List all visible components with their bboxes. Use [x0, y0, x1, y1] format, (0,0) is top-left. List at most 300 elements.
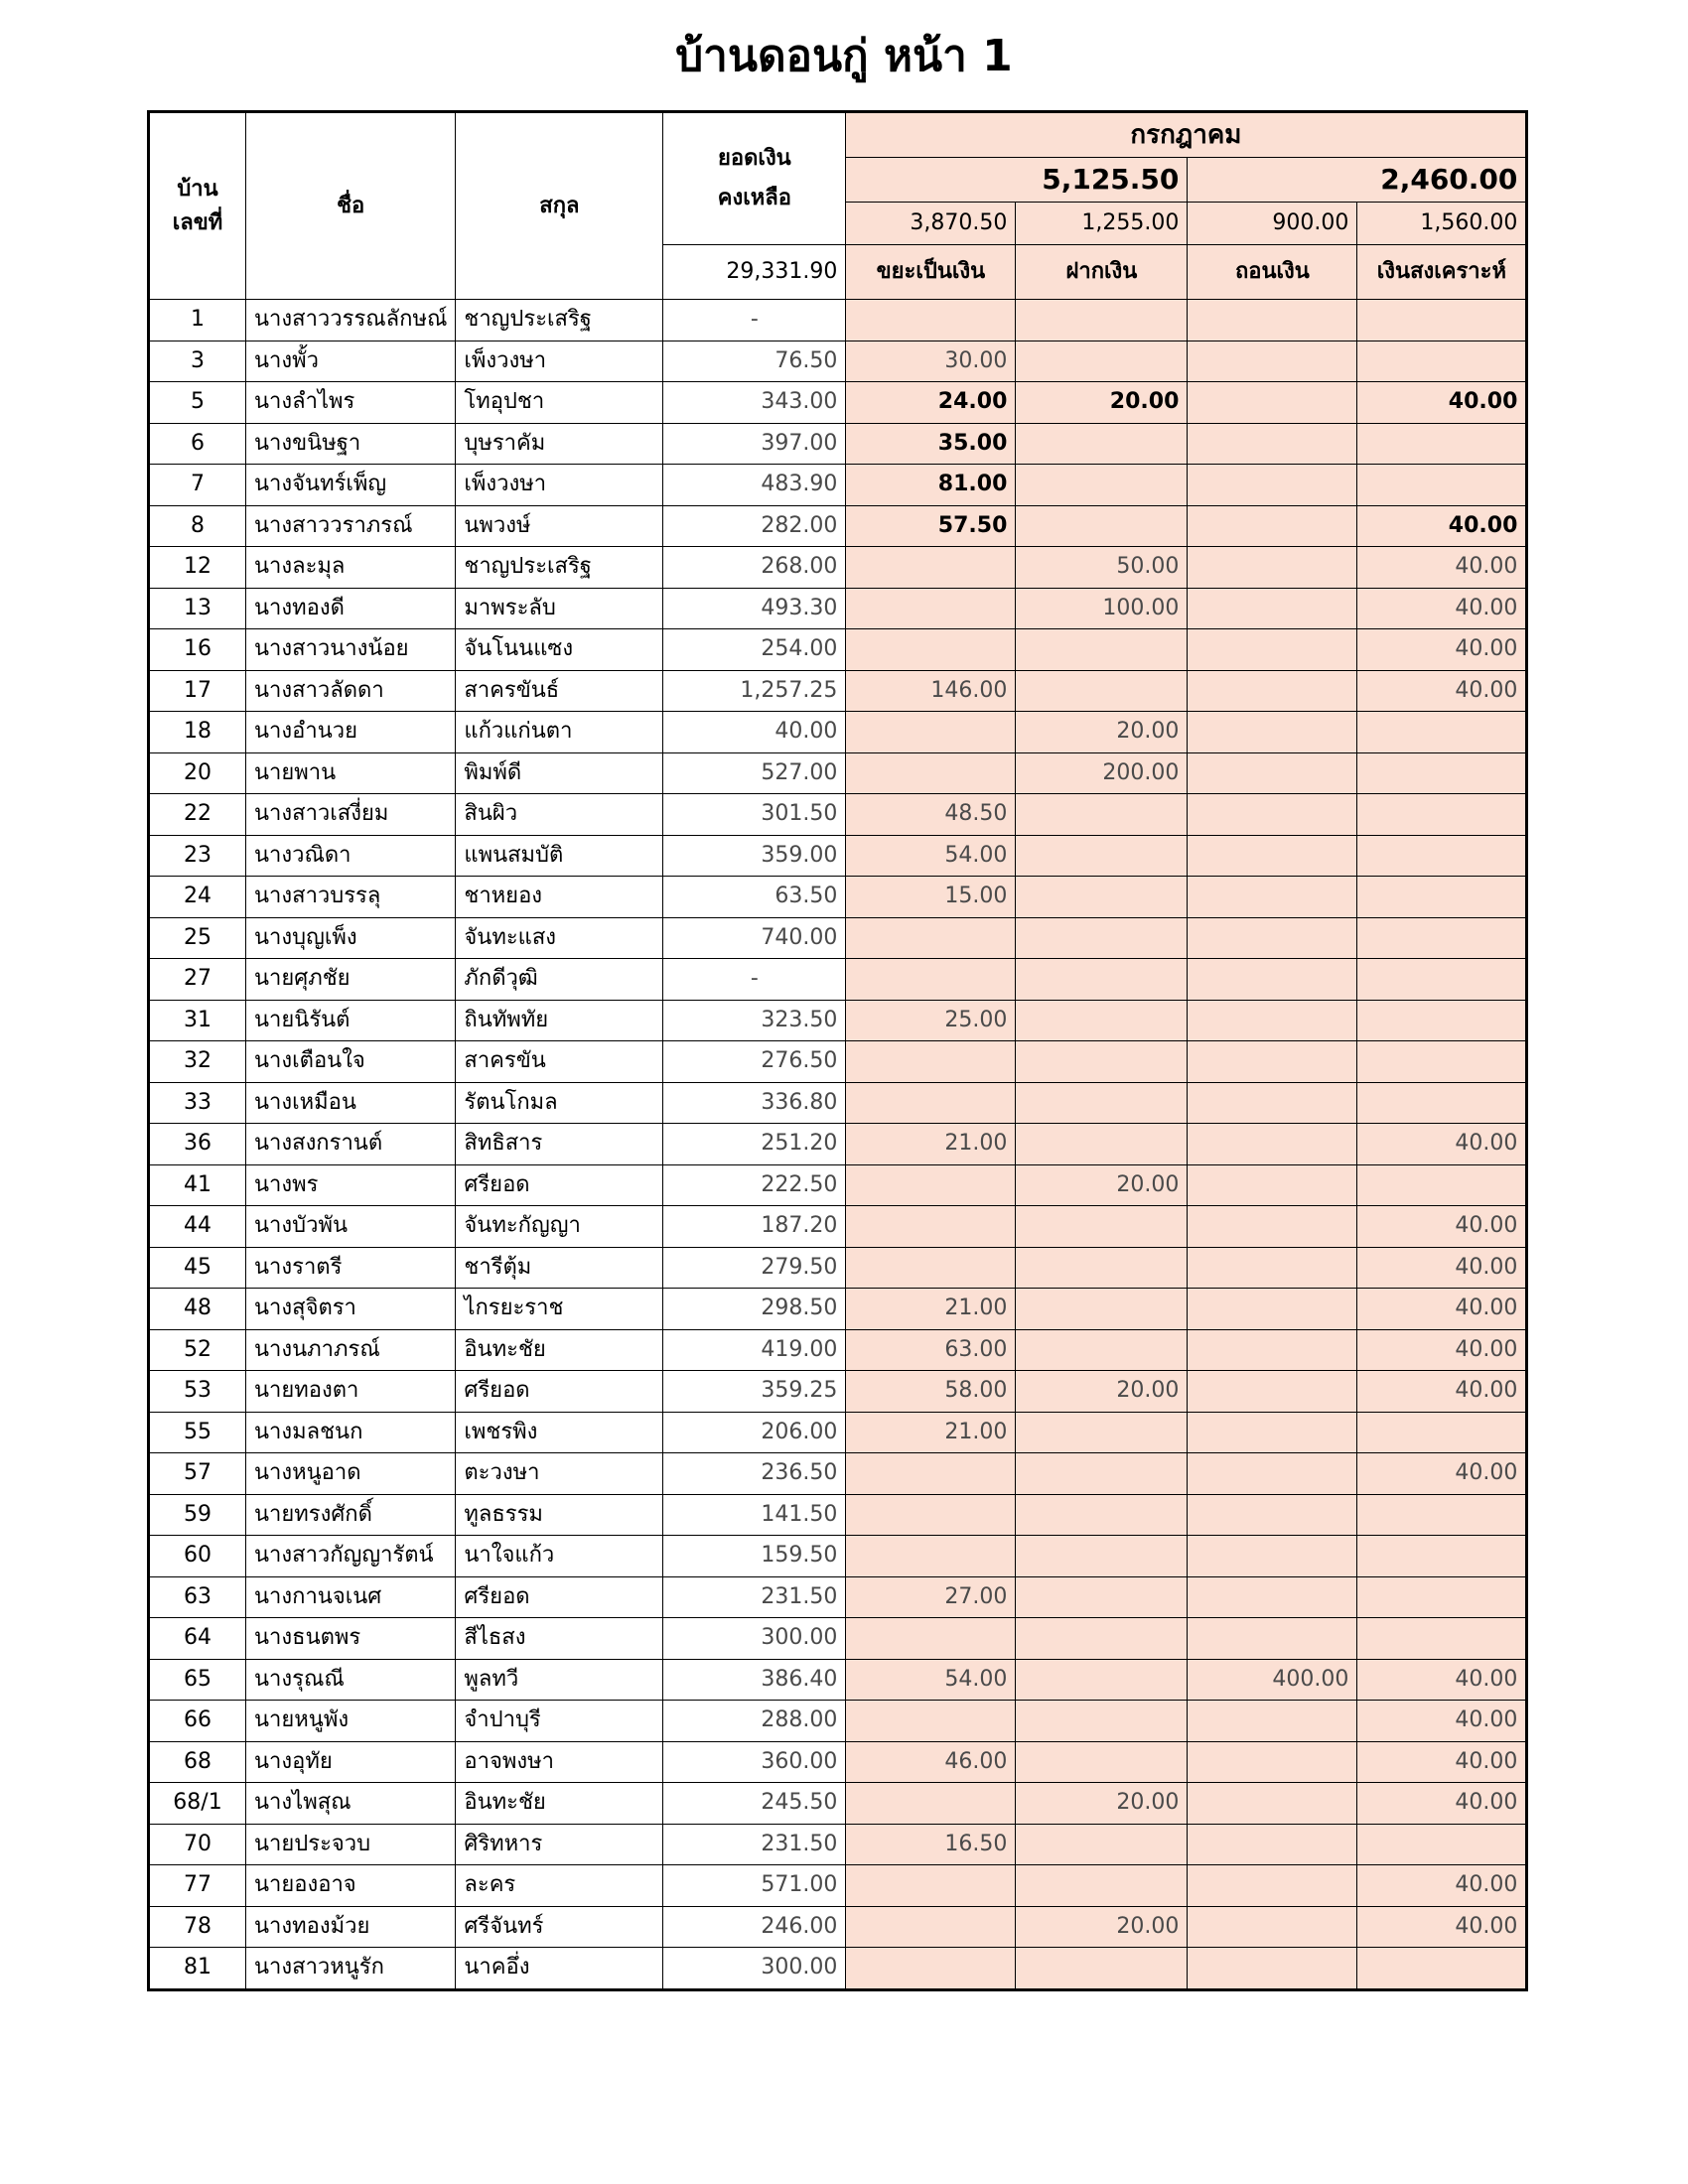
cell-surname: นาคอึ่ง — [456, 1948, 663, 1990]
cell-name: นางพั้ว — [246, 341, 456, 382]
cell-surname: จำปาบุรี — [456, 1701, 663, 1742]
cell-withdraw — [1188, 1494, 1357, 1536]
header-surname: สกุล — [456, 112, 663, 300]
cell-balance: 236.50 — [663, 1453, 846, 1495]
cell-deposit — [1016, 877, 1188, 918]
cell-surname: อินทะชัย — [456, 1329, 663, 1371]
cell-name: นางธนตพร — [246, 1618, 456, 1660]
cell-deposit: 20.00 — [1016, 1783, 1188, 1825]
cell-house-no: 5 — [149, 382, 246, 424]
cell-waste — [846, 959, 1016, 1001]
cell-surname: พูลทวี — [456, 1659, 663, 1701]
table-row — [149, 1371, 1527, 1413]
cell-waste: 16.50 — [846, 1824, 1016, 1865]
cell-balance: 251.20 — [663, 1124, 846, 1165]
cell-name: นางจันทร์เพ็ญ — [246, 465, 456, 506]
cell-house-no: 70 — [149, 1824, 246, 1865]
cell-welfare: 40.00 — [1357, 1453, 1527, 1495]
col-label-welfare: เงินสงเคราะห์ — [1357, 245, 1527, 300]
cell-deposit: 20.00 — [1016, 1371, 1188, 1413]
table-row — [149, 794, 1527, 836]
cell-deposit — [1016, 1741, 1188, 1783]
cell-waste: 15.00 — [846, 877, 1016, 918]
cell-house-no: 41 — [149, 1164, 246, 1206]
cell-waste — [846, 752, 1016, 794]
header-house-no — [149, 112, 246, 300]
cell-welfare — [1357, 835, 1527, 877]
cell-house-no: 81 — [149, 1948, 246, 1990]
group-total-b: 2,460.00 — [1188, 158, 1527, 203]
cell-surname: ตะวงษา — [456, 1453, 663, 1495]
table-row — [149, 1824, 1527, 1865]
cell-withdraw — [1188, 1289, 1357, 1330]
cell-house-no: 57 — [149, 1453, 246, 1495]
cell-withdraw — [1188, 1371, 1357, 1413]
cell-name: นางหนูอาด — [246, 1453, 456, 1495]
cell-withdraw — [1188, 752, 1357, 794]
cell-withdraw — [1188, 300, 1357, 341]
cell-surname: ศรีจันทร์ — [456, 1906, 663, 1948]
cell-welfare: 40.00 — [1357, 382, 1527, 424]
cell-surname: จันโนนแซง — [456, 629, 663, 671]
cell-balance: 276.50 — [663, 1041, 846, 1083]
cell-waste — [846, 547, 1016, 589]
cell-withdraw — [1188, 670, 1357, 712]
cell-withdraw — [1188, 505, 1357, 547]
cell-name: นางอุทัย — [246, 1741, 456, 1783]
table-row — [149, 1041, 1527, 1083]
cell-balance: 231.50 — [663, 1824, 846, 1865]
cell-house-no: 60 — [149, 1536, 246, 1577]
cell-withdraw — [1188, 1701, 1357, 1742]
cell-balance: 141.50 — [663, 1494, 846, 1536]
table-row — [149, 382, 1527, 424]
cell-balance: 246.00 — [663, 1906, 846, 1948]
cell-withdraw — [1188, 712, 1357, 753]
cell-deposit: 20.00 — [1016, 1906, 1188, 1948]
cell-deposit — [1016, 1247, 1188, 1289]
cell-waste — [846, 1701, 1016, 1742]
cell-deposit — [1016, 1948, 1188, 1990]
cell-deposit — [1016, 1124, 1188, 1165]
cell-name: นางสาววราภรณ์ — [246, 505, 456, 547]
cell-withdraw — [1188, 877, 1357, 918]
cell-waste: 24.00 — [846, 382, 1016, 424]
cell-waste — [846, 1906, 1016, 1948]
cell-surname: พิมพ์ดี — [456, 752, 663, 794]
table-row — [149, 959, 1527, 1001]
col-label-withdraw: ถอนเงิน — [1188, 245, 1357, 300]
cell-waste: 57.50 — [846, 505, 1016, 547]
cell-deposit — [1016, 1701, 1188, 1742]
cell-waste: 58.00 — [846, 1371, 1016, 1413]
cell-surname: อาจพงษา — [456, 1741, 663, 1783]
header-balance-line2: คงเหลือ — [717, 186, 791, 210]
cell-deposit — [1016, 1000, 1188, 1041]
cell-house-no: 33 — [149, 1082, 246, 1124]
cell-name: นางมลชนก — [246, 1412, 456, 1453]
cell-deposit — [1016, 300, 1188, 341]
cell-name: นางสาวนางน้อย — [246, 629, 456, 671]
cell-surname: สินผิว — [456, 794, 663, 836]
table-row — [149, 835, 1527, 877]
cell-name: นางสาวกัญญารัตน์ — [246, 1536, 456, 1577]
cell-house-no: 45 — [149, 1247, 246, 1289]
cell-surname: นาใจแก้ว — [456, 1536, 663, 1577]
table-row — [149, 341, 1527, 382]
cell-deposit — [1016, 465, 1188, 506]
cell-balance: 159.50 — [663, 1536, 846, 1577]
cell-house-no: 27 — [149, 959, 246, 1001]
cell-name: นางบัวพัน — [246, 1206, 456, 1248]
cell-withdraw — [1188, 1041, 1357, 1083]
cell-balance: 288.00 — [663, 1701, 846, 1742]
cell-waste — [846, 1453, 1016, 1495]
cell-house-no: 36 — [149, 1124, 246, 1165]
cell-surname: ชารีตุ้ม — [456, 1247, 663, 1289]
cell-name: นางพร — [246, 1164, 456, 1206]
cell-welfare — [1357, 752, 1527, 794]
table-body — [149, 300, 1527, 1990]
cell-balance: 40.00 — [663, 712, 846, 753]
cell-house-no: 23 — [149, 835, 246, 877]
cell-withdraw — [1188, 341, 1357, 382]
cell-balance: 359.00 — [663, 835, 846, 877]
cell-deposit — [1016, 1536, 1188, 1577]
cell-withdraw — [1188, 465, 1357, 506]
cell-welfare — [1357, 1494, 1527, 1536]
cell-welfare: 40.00 — [1357, 1783, 1527, 1825]
cell-house-no: 6 — [149, 423, 246, 465]
cell-surname: สีไธสง — [456, 1618, 663, 1660]
cell-name: นายองอาจ — [246, 1865, 456, 1907]
cell-house-no: 7 — [149, 465, 246, 506]
table-row — [149, 1082, 1527, 1124]
cell-withdraw — [1188, 1124, 1357, 1165]
cell-surname: จันทะแสง — [456, 917, 663, 959]
cell-waste — [846, 1082, 1016, 1124]
table-row — [149, 1412, 1527, 1453]
cell-house-no: 77 — [149, 1865, 246, 1907]
cell-name: นางบุญเพ็ง — [246, 917, 456, 959]
cell-welfare: 40.00 — [1357, 1206, 1527, 1248]
cell-surname: ทูลธรรม — [456, 1494, 663, 1536]
cell-withdraw — [1188, 1164, 1357, 1206]
col-total-welfare: 1,560.00 — [1357, 203, 1527, 245]
cell-house-no: 13 — [149, 588, 246, 629]
cell-name: นางเหมือน — [246, 1082, 456, 1124]
cell-surname: อินทะชัย — [456, 1783, 663, 1825]
cell-balance: 343.00 — [663, 382, 846, 424]
cell-balance: 63.50 — [663, 877, 846, 918]
cell-surname: ชาหยอง — [456, 877, 663, 918]
cell-withdraw — [1188, 1412, 1357, 1453]
cell-surname: สิทธิสาร — [456, 1124, 663, 1165]
cell-withdraw — [1188, 382, 1357, 424]
cell-name: นางสาวบรรลุ — [246, 877, 456, 918]
cell-balance: 282.00 — [663, 505, 846, 547]
cell-name: นางสาวเสงี่ยม — [246, 794, 456, 836]
cell-welfare: 40.00 — [1357, 588, 1527, 629]
cell-waste: 63.00 — [846, 1329, 1016, 1371]
cell-waste: 27.00 — [846, 1576, 1016, 1618]
cell-house-no: 55 — [149, 1412, 246, 1453]
table-row — [149, 1124, 1527, 1165]
table-row — [149, 1618, 1527, 1660]
cell-surname: รัตนโกมล — [456, 1082, 663, 1124]
cell-waste — [846, 712, 1016, 753]
balance-total: 29,331.90 — [663, 245, 846, 300]
cell-withdraw — [1188, 1948, 1357, 1990]
cell-house-no: 24 — [149, 877, 246, 918]
cell-balance: 231.50 — [663, 1576, 846, 1618]
cell-name: นางอำนวย — [246, 712, 456, 753]
cell-welfare: 40.00 — [1357, 1329, 1527, 1371]
cell-balance: 493.30 — [663, 588, 846, 629]
cell-balance: 222.50 — [663, 1164, 846, 1206]
cell-deposit — [1016, 1412, 1188, 1453]
cell-surname: เพ็งวงษา — [456, 341, 663, 382]
cell-name: นายประจวบ — [246, 1824, 456, 1865]
cell-house-no: 44 — [149, 1206, 246, 1248]
cell-house-no: 68 — [149, 1741, 246, 1783]
col-total-deposit: 1,255.00 — [1016, 203, 1188, 245]
cell-house-no: 31 — [149, 1000, 246, 1041]
cell-balance: 397.00 — [663, 423, 846, 465]
cell-house-no: 53 — [149, 1371, 246, 1413]
cell-deposit — [1016, 505, 1188, 547]
cell-withdraw — [1188, 1906, 1357, 1948]
cell-withdraw — [1188, 423, 1357, 465]
cell-waste: 48.50 — [846, 794, 1016, 836]
cell-house-no: 64 — [149, 1618, 246, 1660]
cell-balance: - — [663, 300, 846, 341]
cell-deposit: 20.00 — [1016, 712, 1188, 753]
cell-deposit — [1016, 1206, 1188, 1248]
table-row — [149, 1576, 1527, 1618]
cell-waste — [846, 1783, 1016, 1825]
cell-house-no: 17 — [149, 670, 246, 712]
cell-house-no: 20 — [149, 752, 246, 794]
cell-deposit — [1016, 959, 1188, 1001]
table-row — [149, 1000, 1527, 1041]
cell-surname: แพนสมบัติ — [456, 835, 663, 877]
cell-welfare — [1357, 1948, 1527, 1990]
table-row — [149, 1206, 1527, 1248]
cell-surname: ละคร — [456, 1865, 663, 1907]
cell-name: นางสาวลัดดา — [246, 670, 456, 712]
cell-surname: ศรียอด — [456, 1576, 663, 1618]
ledger-table — [147, 110, 1528, 1991]
cell-waste — [846, 1865, 1016, 1907]
cell-waste — [846, 1494, 1016, 1536]
cell-welfare: 40.00 — [1357, 629, 1527, 671]
cell-house-no: 25 — [149, 917, 246, 959]
cell-waste — [846, 1536, 1016, 1577]
table-row — [149, 505, 1527, 547]
cell-balance: 359.25 — [663, 1371, 846, 1413]
cell-withdraw — [1188, 917, 1357, 959]
cell-balance: 1,257.25 — [663, 670, 846, 712]
cell-deposit — [1016, 1453, 1188, 1495]
cell-deposit — [1016, 1576, 1188, 1618]
cell-deposit — [1016, 1329, 1188, 1371]
cell-house-no: 12 — [149, 547, 246, 589]
cell-house-no: 78 — [149, 1906, 246, 1948]
cell-name: นางสุจิตรา — [246, 1289, 456, 1330]
cell-balance: 206.00 — [663, 1412, 846, 1453]
cell-deposit — [1016, 1659, 1188, 1701]
cell-balance: 300.00 — [663, 1618, 846, 1660]
cell-deposit — [1016, 794, 1188, 836]
cell-welfare — [1357, 877, 1527, 918]
cell-welfare: 40.00 — [1357, 1289, 1527, 1330]
cell-balance: 254.00 — [663, 629, 846, 671]
table-row — [149, 423, 1527, 465]
cell-deposit — [1016, 670, 1188, 712]
cell-waste — [846, 1206, 1016, 1248]
cell-name: นางไพสุณ — [246, 1783, 456, 1825]
table-row — [149, 712, 1527, 753]
table-row — [149, 1948, 1527, 1990]
cell-waste — [846, 1618, 1016, 1660]
cell-deposit — [1016, 423, 1188, 465]
cell-waste: 81.00 — [846, 465, 1016, 506]
cell-balance: 483.90 — [663, 465, 846, 506]
cell-waste: 46.00 — [846, 1741, 1016, 1783]
cell-surname: นพวงษ์ — [456, 505, 663, 547]
cell-waste — [846, 917, 1016, 959]
col-label-waste: ขยะเป็นเงิน — [846, 245, 1016, 300]
cell-name: นางสาววรรณลักษณ์ — [246, 300, 456, 341]
cell-name: นางสงกรานต์ — [246, 1124, 456, 1165]
cell-balance: 419.00 — [663, 1329, 846, 1371]
table-row — [149, 1536, 1527, 1577]
cell-welfare: 40.00 — [1357, 1865, 1527, 1907]
table-row — [149, 917, 1527, 959]
cell-welfare — [1357, 959, 1527, 1001]
cell-withdraw — [1188, 1082, 1357, 1124]
cell-balance: 187.20 — [663, 1206, 846, 1248]
cell-waste — [846, 588, 1016, 629]
cell-welfare — [1357, 1082, 1527, 1124]
cell-withdraw — [1188, 1000, 1357, 1041]
cell-waste: 21.00 — [846, 1124, 1016, 1165]
cell-balance: 245.50 — [663, 1783, 846, 1825]
cell-name: นายหนูพัง — [246, 1701, 456, 1742]
cell-name: นางเตือนใจ — [246, 1041, 456, 1083]
cell-house-no: 1 — [149, 300, 246, 341]
cell-surname: ศิริทหาร — [456, 1824, 663, 1865]
table-row — [149, 1741, 1527, 1783]
cell-waste — [846, 1041, 1016, 1083]
cell-name: นางนภาภรณ์ — [246, 1329, 456, 1371]
cell-withdraw — [1188, 1536, 1357, 1577]
cell-welfare — [1357, 1412, 1527, 1453]
cell-balance: 298.50 — [663, 1289, 846, 1330]
cell-surname: สาครขันธ์ — [456, 670, 663, 712]
cell-balance: 571.00 — [663, 1865, 846, 1907]
cell-surname: มาพระลับ — [456, 588, 663, 629]
table-row — [149, 1164, 1527, 1206]
cell-name: นางขนิษฐา — [246, 423, 456, 465]
cell-house-no: 3 — [149, 341, 246, 382]
table-row — [149, 1289, 1527, 1330]
cell-deposit — [1016, 917, 1188, 959]
cell-surname: แก้วแก่นตา — [456, 712, 663, 753]
table-row — [149, 1701, 1527, 1742]
cell-surname: ไกรยะราช — [456, 1289, 663, 1330]
col-total-withdraw: 900.00 — [1188, 203, 1357, 245]
cell-deposit — [1016, 1494, 1188, 1536]
cell-surname: เพ็งวงษา — [456, 465, 663, 506]
cell-house-no: 22 — [149, 794, 246, 836]
table-row — [149, 1247, 1527, 1289]
cell-welfare: 40.00 — [1357, 670, 1527, 712]
cell-waste — [846, 1164, 1016, 1206]
table-row — [149, 1906, 1527, 1948]
cell-deposit — [1016, 1618, 1188, 1660]
cell-house-no: 32 — [149, 1041, 246, 1083]
cell-deposit — [1016, 1289, 1188, 1330]
cell-deposit — [1016, 341, 1188, 382]
cell-house-no: 59 — [149, 1494, 246, 1536]
cell-name: นางทองดี — [246, 588, 456, 629]
cell-withdraw — [1188, 959, 1357, 1001]
cell-balance: 386.40 — [663, 1659, 846, 1701]
cell-deposit: 200.00 — [1016, 752, 1188, 794]
table-row — [149, 629, 1527, 671]
cell-welfare — [1357, 712, 1527, 753]
cell-waste — [846, 629, 1016, 671]
cell-surname: ชาญประเสริฐ — [456, 547, 663, 589]
cell-balance: 336.80 — [663, 1082, 846, 1124]
cell-balance: - — [663, 959, 846, 1001]
table-row — [149, 752, 1527, 794]
cell-withdraw — [1188, 1741, 1357, 1783]
cell-withdraw — [1188, 629, 1357, 671]
cell-welfare: 40.00 — [1357, 1247, 1527, 1289]
cell-waste — [846, 1247, 1016, 1289]
header-name: ชื่อ — [246, 112, 456, 300]
cell-welfare: 40.00 — [1357, 1659, 1527, 1701]
cell-surname: สาครขัน — [456, 1041, 663, 1083]
cell-name: นายทรงศักดิ์ — [246, 1494, 456, 1536]
cell-surname: ภักดีวุฒิ — [456, 959, 663, 1001]
table-row — [149, 1494, 1527, 1536]
cell-name: นายพาน — [246, 752, 456, 794]
cell-deposit — [1016, 1824, 1188, 1865]
header-balance-line1: ยอดเงิน — [718, 146, 791, 171]
cell-welfare: 40.00 — [1357, 547, 1527, 589]
cell-name: นายศุภชัย — [246, 959, 456, 1001]
table-row — [149, 1453, 1527, 1495]
cell-balance: 76.50 — [663, 341, 846, 382]
cell-deposit: 50.00 — [1016, 547, 1188, 589]
cell-withdraw — [1188, 1783, 1357, 1825]
cell-welfare — [1357, 341, 1527, 382]
cell-balance: 527.00 — [663, 752, 846, 794]
cell-house-no: 16 — [149, 629, 246, 671]
col-label-deposit: ฝากเงิน — [1016, 245, 1188, 300]
cell-deposit: 20.00 — [1016, 382, 1188, 424]
cell-surname: โทอุปชา — [456, 382, 663, 424]
table-row — [149, 1329, 1527, 1371]
cell-withdraw — [1188, 1453, 1357, 1495]
cell-welfare — [1357, 1041, 1527, 1083]
cell-deposit — [1016, 1082, 1188, 1124]
cell-deposit — [1016, 835, 1188, 877]
